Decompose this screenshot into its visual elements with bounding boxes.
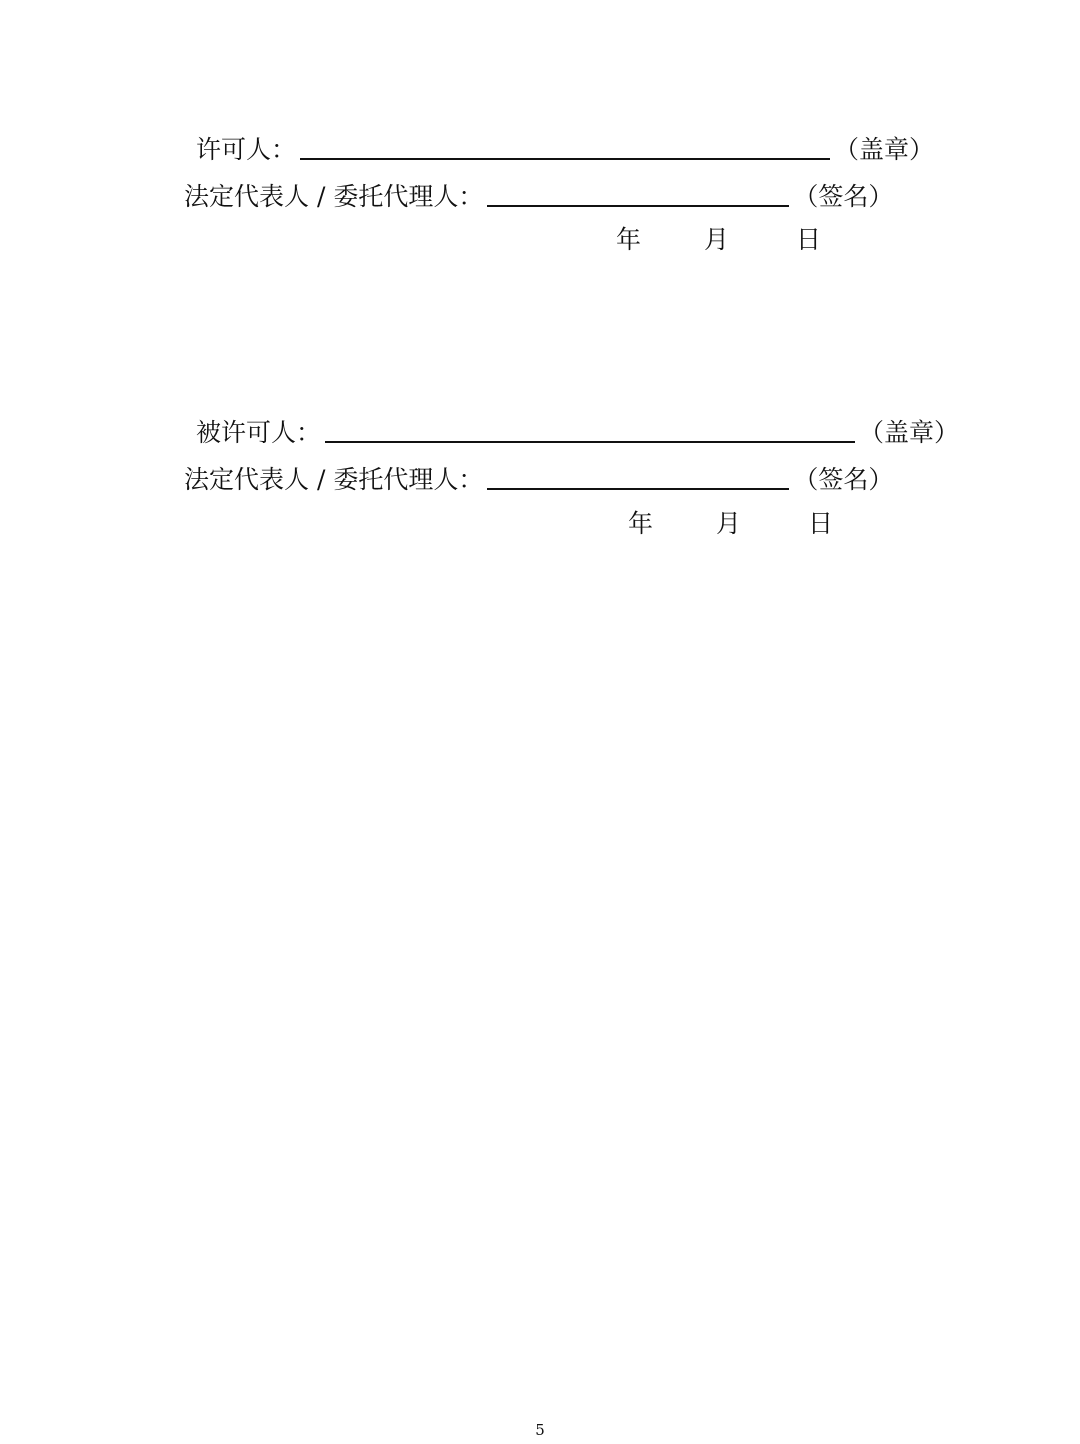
licensor-date-line (0, 224, 1080, 256)
licensee-date-year: 年 (628, 509, 654, 538)
licensee-date-day: 日 (808, 509, 834, 538)
licensee-date-line (0, 508, 1080, 540)
licensor-rep-label: 法定代表人 / 委托代理人： (184, 182, 484, 211)
licensee-seal-blank[interactable] (325, 413, 855, 443)
licensor-date-day: 日 (796, 225, 822, 254)
licensee-date-month: 月 (716, 509, 742, 538)
licensor-label: 许可人： (196, 135, 297, 164)
licensor-rep-signature-suffix: （签名） (793, 182, 894, 211)
licensor-rep-signature-blank[interactable] (487, 177, 789, 207)
page-number: 5 (535, 1421, 545, 1439)
licensor-date-year: 年 (616, 225, 642, 254)
licensee-line (196, 413, 959, 449)
licensor-date-month: 月 (704, 225, 730, 254)
licensee-label: 被许可人： (196, 418, 322, 447)
licensor-seal-suffix: （盖章） (834, 135, 935, 164)
licensee-rep-line (184, 460, 893, 496)
licensor-line (196, 130, 934, 166)
licensee-rep-label: 法定代表人 / 委托代理人： (184, 465, 484, 494)
licensor-seal-blank[interactable] (300, 130, 830, 160)
licensee-rep-signature-suffix: （签名） (793, 465, 894, 494)
licensee-seal-suffix: （盖章） (859, 418, 960, 447)
licensor-rep-line (184, 177, 893, 213)
licensee-rep-signature-blank[interactable] (487, 460, 789, 490)
